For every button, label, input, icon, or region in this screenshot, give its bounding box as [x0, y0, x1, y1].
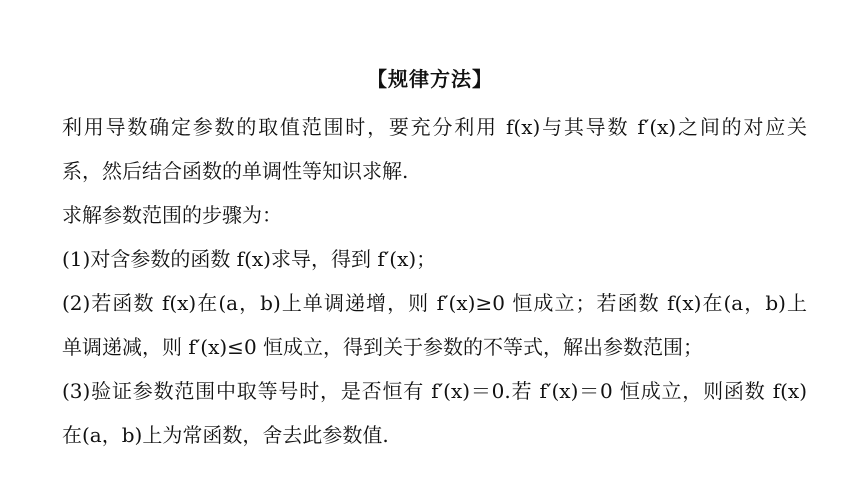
text-line: (2)若函数 f(x)在(a，b)上单调递增，则 f′(x)≥0 恒成立；若函数 f(x)在(a，b)上 [62, 291, 807, 315]
text-line: 在(a，b)上为常函数，舍去此参数值. [62, 423, 389, 447]
section-heading: 【规律方法】 [367, 67, 493, 91]
text-line: (3)验证参数范围中取等号时，是否恒有 f′(x)＝0.若 f′(x)＝0 恒成立，则函数 f(x) [62, 379, 807, 403]
text-line: 系，然后结合函数的单调性等知识求解. [62, 159, 409, 183]
method-text [62, 113, 807, 465]
text-line: 求解参数范围的步骤为： [62, 203, 282, 227]
text-line: (1)对含参数的函数 f(x)求导，得到 f′(x)； [62, 247, 437, 271]
text-line: 利用导数确定参数的取值范围时，要充分利用 f(x)与其导数 f′(x)之间的对应关 [62, 115, 807, 139]
text-line: 单调递减，则 f′(x)≤0 恒成立，得到关于参数的不等式，解出参数范围； [62, 335, 704, 359]
